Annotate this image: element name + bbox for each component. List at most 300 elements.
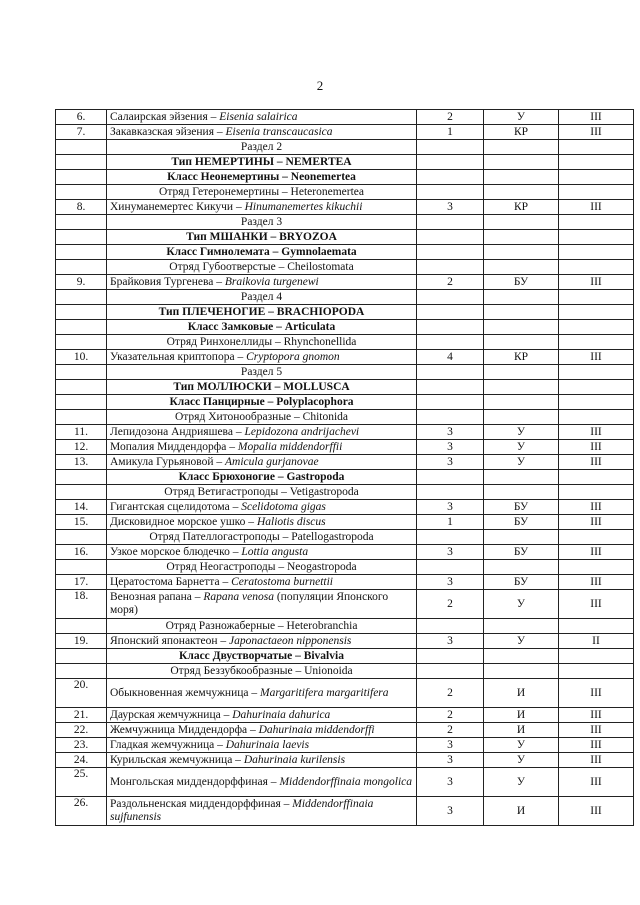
category-cell [417,470,484,485]
rank-value: III [559,679,634,708]
row-number: 22. [56,723,107,738]
section-heading-row [56,619,634,634]
heading-title: Отряд Ветигастроподы – Vetigastropoda [107,485,417,500]
status-value: БУ [484,545,559,560]
row-number: 15. [56,515,107,530]
category-cell [417,185,484,200]
species-name-ru: Указательная криптопора – [110,350,247,363]
category-cell [417,619,484,634]
rank-value: III [559,723,634,738]
section-heading-row [56,560,634,575]
category-cell [417,560,484,575]
category-cell [417,530,484,545]
category-value: 3 [417,500,484,515]
heading-title: Отряд Беззубкообразные – Unionoida [107,664,417,679]
rank-cell [559,290,634,305]
category-cell [417,155,484,170]
row-number-cell [56,649,107,664]
category-cell [417,335,484,350]
row-number-cell [56,215,107,230]
row-number-cell [56,305,107,320]
species-name [107,768,417,797]
category-cell [417,410,484,425]
category-cell [417,245,484,260]
status-value: У [484,455,559,470]
status-cell [484,215,559,230]
species-row [56,350,634,365]
category-value: 3 [417,575,484,590]
row-number: 24. [56,753,107,768]
species-name-latin: Dahurinaia dahurica [232,708,331,721]
row-number: 25. [56,768,107,797]
category-cell [417,649,484,664]
section-heading-row [56,170,634,185]
section-heading-row [56,320,634,335]
species-row [56,455,634,470]
section-heading-row [56,185,634,200]
section-heading-row [56,215,634,230]
species-row [56,575,634,590]
row-number: 8. [56,200,107,215]
category-value: 3 [417,200,484,215]
row-number: 20. [56,679,107,708]
heading-title: Класс Гимнолемата – Gymnolaemata [107,245,417,260]
rank-cell [559,170,634,185]
species-name-latin: Dahurinaia kurilensis [243,753,346,766]
category-value: 2 [417,679,484,708]
species-name [107,455,417,470]
species-name [107,200,417,215]
heading-title: Отряд Пателлогастроподы – Patellogastropoda [107,530,417,545]
status-cell [484,470,559,485]
row-number-cell [56,560,107,575]
category-cell [417,140,484,155]
species-name-latin: Lepidozona andrijachevi [244,425,360,438]
species-name-ru: Гигантская сцелидотома – [110,500,242,513]
category-cell [417,230,484,245]
status-value: У [484,110,559,125]
species-name [107,440,417,455]
species-name-latin: Rapana venosa [203,591,274,603]
species-row [56,768,634,797]
rank-cell [559,335,634,350]
category-cell [417,290,484,305]
row-number: 21. [56,708,107,723]
row-number-cell [56,230,107,245]
row-number-cell [56,170,107,185]
category-value: 3 [417,753,484,768]
row-number-cell [56,395,107,410]
category-value: 2 [417,110,484,125]
status-cell [484,140,559,155]
species-name [107,515,417,530]
heading-title: Тип НЕМЕРТИНЫ – NEMERTEA [107,155,417,170]
species-row [56,797,634,826]
species-name-ru: Амикула Гурьяновой – [110,455,226,468]
row-number: 14. [56,500,107,515]
rank-cell [559,215,634,230]
species-name-ru: Жемчужница Миддендорфа – [110,723,259,736]
species-name-ru: Мопалия Миддендорфа – [110,440,238,453]
species-row [56,500,634,515]
rank-value: III [559,200,634,215]
species-name [107,797,417,826]
category-cell [417,395,484,410]
species-name [107,679,417,708]
species-name-ru: Японский японактеон – [110,634,230,647]
heading-title: Тип МШАНКИ – BRYOZOA [107,230,417,245]
status-value: У [484,440,559,455]
status-cell [484,649,559,664]
species-row [56,723,634,738]
species-name-latin: Middendorffinaia mongolica [279,775,412,788]
section-heading-row [56,380,634,395]
species-row [56,634,634,649]
species-name-latin: Japonactaeon nipponensis [229,634,352,647]
species-row [56,110,634,125]
species-row [56,753,634,768]
rank-cell [559,560,634,575]
rank-value: III [559,575,634,590]
species-name-latin: Scelidotoma gigas [241,500,326,513]
section-heading-row [56,410,634,425]
species-name-latin: Amicula gurjanovae [225,455,319,468]
species-name [107,753,417,768]
row-number: 26. [56,797,107,826]
rank-value: III [559,350,634,365]
species-name [107,275,417,290]
heading-title: Тип ПЛЕЧЕНОГИЕ – BRACHIOPODA [107,305,417,320]
rank-value: III [559,797,634,826]
species-name [107,708,417,723]
rank-value: III [559,425,634,440]
row-number: 11. [56,425,107,440]
row-number-cell [56,335,107,350]
status-cell [484,260,559,275]
species-name-note: (популяции Японского моря) [110,591,389,616]
category-cell [417,320,484,335]
species-name [107,634,417,649]
status-value: У [484,425,559,440]
species-row [56,679,634,708]
species-name [107,723,417,738]
row-number-cell [56,290,107,305]
rank-cell [559,140,634,155]
row-number: 19. [56,634,107,649]
status-cell [484,395,559,410]
heading-title: Раздел 3 [107,215,417,230]
species-name [107,500,417,515]
row-number-cell [56,155,107,170]
species-name [107,575,417,590]
species-name-latin: Dahurinaia laevis [225,738,310,751]
status-cell [484,619,559,634]
rank-cell [559,185,634,200]
category-value: 4 [417,350,484,365]
status-cell [484,155,559,170]
heading-title: Класс Двустворчатые – Bivalvia [107,649,417,664]
section-heading-row [56,245,634,260]
row-number: 17. [56,575,107,590]
species-name-latin: Eisenia transcaucasica [225,125,333,138]
status-value: БУ [484,500,559,515]
category-value: 3 [417,738,484,753]
rank-value: III [559,440,634,455]
row-number-cell [56,619,107,634]
heading-title: Раздел 2 [107,140,417,155]
heading-title: Класс Брюхоногие – Gastropoda [107,470,417,485]
category-value: 3 [417,440,484,455]
row-number: 7. [56,125,107,140]
status-cell [484,185,559,200]
status-value: И [484,708,559,723]
species-name-latin: Hinumanemertes kikuchii [244,200,363,213]
species-name-ru: Цератостома Барнетта – [110,575,232,588]
status-value: У [484,738,559,753]
status-cell [484,245,559,260]
rank-cell [559,230,634,245]
row-number-cell [56,245,107,260]
row-number-cell [56,320,107,335]
category-value: 1 [417,125,484,140]
heading-title: Класс Замковые – Articulata [107,320,417,335]
species-name-ru: Брайковия Тургенева – [110,275,225,288]
status-cell [484,664,559,679]
rank-cell [559,305,634,320]
species-name [107,425,417,440]
heading-title: Отряд Разножаберные – Heterobranchia [107,619,417,634]
status-value: У [484,768,559,797]
species-name-ru: Курильская жемчужница – [110,753,244,766]
species-row [56,125,634,140]
heading-title: Класс Неонемертины – Neonemertea [107,170,417,185]
category-value: 2 [417,275,484,290]
status-cell [484,485,559,500]
rank-value: III [559,500,634,515]
status-value: БУ [484,575,559,590]
rank-cell [559,395,634,410]
species-name-latin: Cryptopora gnomon [246,350,340,363]
row-number-cell [56,485,107,500]
rank-cell [559,649,634,664]
rank-value: III [559,590,634,619]
section-heading-row [56,485,634,500]
status-cell [484,230,559,245]
status-cell [484,380,559,395]
rank-value: III [559,738,634,753]
species-name-latin: Middendorffinaia sujfunensis [110,798,374,823]
species-name-ru: Раздольненская миддендорффиная – [110,798,293,810]
rank-cell [559,485,634,500]
rank-cell [559,260,634,275]
species-name-ru: Гладкая жемчужница – [110,738,226,751]
status-cell [484,290,559,305]
species-name [107,350,417,365]
section-heading-row [56,230,634,245]
species-name-ru: Салаирская эйзения – [110,110,220,123]
rank-value: III [559,275,634,290]
category-cell [417,305,484,320]
heading-title: Отряд Губоотверстые – Cheilostomata [107,260,417,275]
category-value: 3 [417,425,484,440]
status-value: И [484,723,559,738]
section-heading-row [56,395,634,410]
status-cell [484,410,559,425]
heading-title: Тип МОЛЛЮСКИ – MOLLUSCA [107,380,417,395]
status-cell [484,560,559,575]
species-row [56,440,634,455]
species-name-latin: Margaritifera margaritifera [260,686,389,699]
section-heading-row [56,649,634,664]
section-heading-row [56,290,634,305]
row-number-cell [56,410,107,425]
rank-cell [559,245,634,260]
heading-title: Отряд Хитонообразные – Chitonida [107,410,417,425]
category-cell [417,365,484,380]
section-heading-row [56,155,634,170]
row-number: 13. [56,455,107,470]
status-cell [484,170,559,185]
category-cell [417,215,484,230]
section-heading-row [56,664,634,679]
page-number: 2 [316,78,324,93]
rank-cell [559,619,634,634]
section-heading-row [56,335,634,350]
species-name-latin: Mopalia middendorffii [237,440,343,453]
species-name-ru: Венозная рапана – [110,591,204,603]
status-value: КР [484,200,559,215]
species-name [107,110,417,125]
category-value: 3 [417,768,484,797]
species-name [107,545,417,560]
row-number: 9. [56,275,107,290]
row-number-cell [56,185,107,200]
section-heading-row [56,365,634,380]
heading-title: Раздел 5 [107,365,417,380]
rank-value: III [559,125,634,140]
status-value: И [484,679,559,708]
species-name-latin: Ceratostoma burnettii [231,575,333,588]
rank-value: III [559,515,634,530]
heading-title: Раздел 4 [107,290,417,305]
category-value: 2 [417,590,484,619]
status-cell [484,335,559,350]
rank-value: III [559,708,634,723]
status-value: У [484,753,559,768]
status-value: БУ [484,275,559,290]
row-number-cell [56,530,107,545]
row-number: 6. [56,110,107,125]
species-name-ru: Хинуманемертес Кикучи – [110,200,245,213]
category-cell [417,170,484,185]
species-name [107,738,417,753]
status-cell [484,530,559,545]
species-name [107,125,417,140]
rank-cell [559,530,634,545]
rank-value: III [559,768,634,797]
row-number: 23. [56,738,107,753]
category-cell [417,380,484,395]
section-heading-row [56,470,634,485]
rank-value: II [559,634,634,649]
section-heading-row [56,305,634,320]
species-row [56,545,634,560]
row-number: 10. [56,350,107,365]
section-heading-row [56,260,634,275]
species-row [56,275,634,290]
rank-value: III [559,753,634,768]
row-number-cell [56,260,107,275]
species-name-ru: Лепидозона Андрияшева – [110,425,245,438]
status-value: БУ [484,515,559,530]
species-name-ru: Узкое морское блюдечко – [110,545,242,558]
heading-title: Отряд Неогастроподы – Neogastropoda [107,560,417,575]
rank-cell [559,664,634,679]
species-row [56,515,634,530]
rank-value: III [559,455,634,470]
status-value: КР [484,125,559,140]
status-value: У [484,590,559,619]
species-name-ru: Даурская жемчужница – [110,708,233,721]
category-value: 3 [417,634,484,649]
row-number: 18. [56,590,107,619]
rank-cell [559,155,634,170]
rank-cell [559,380,634,395]
rank-cell [559,410,634,425]
species-name-ru: Обыкновенная жемчужница – [110,686,260,699]
species-row [56,425,634,440]
category-value: 3 [417,797,484,826]
status-cell [484,305,559,320]
species-row [56,738,634,753]
species-name [107,590,417,619]
row-number-cell [56,365,107,380]
species-name-latin: Eisenia salairica [219,110,298,123]
category-value: 2 [417,723,484,738]
status-value: И [484,797,559,826]
species-name-ru: Монгольская миддендорффиная – [110,775,280,788]
row-number-cell [56,664,107,679]
species-table [55,109,634,826]
row-number: 16. [56,545,107,560]
section-heading-row [56,140,634,155]
category-value: 1 [417,515,484,530]
species-row [56,200,634,215]
species-table-body [56,110,634,826]
category-value: 3 [417,545,484,560]
section-heading-row [56,530,634,545]
species-row [56,590,634,619]
category-cell [417,485,484,500]
rank-value: III [559,545,634,560]
species-name-ru: Закавказская эйзения – [110,125,226,138]
row-number-cell [56,470,107,485]
rank-value: III [559,110,634,125]
heading-title: Отряд Гетеронемертины – Heteronemertea [107,185,417,200]
status-cell [484,365,559,380]
status-value: КР [484,350,559,365]
category-value: 2 [417,708,484,723]
rank-cell [559,470,634,485]
heading-title: Отряд Ринхонеллиды – Rhynchonellida [107,335,417,350]
species-name-latin: Haliotis discus [256,515,326,528]
category-value: 3 [417,455,484,470]
status-cell [484,320,559,335]
rank-cell [559,320,634,335]
category-cell [417,260,484,275]
category-cell [417,664,484,679]
row-number: 12. [56,440,107,455]
